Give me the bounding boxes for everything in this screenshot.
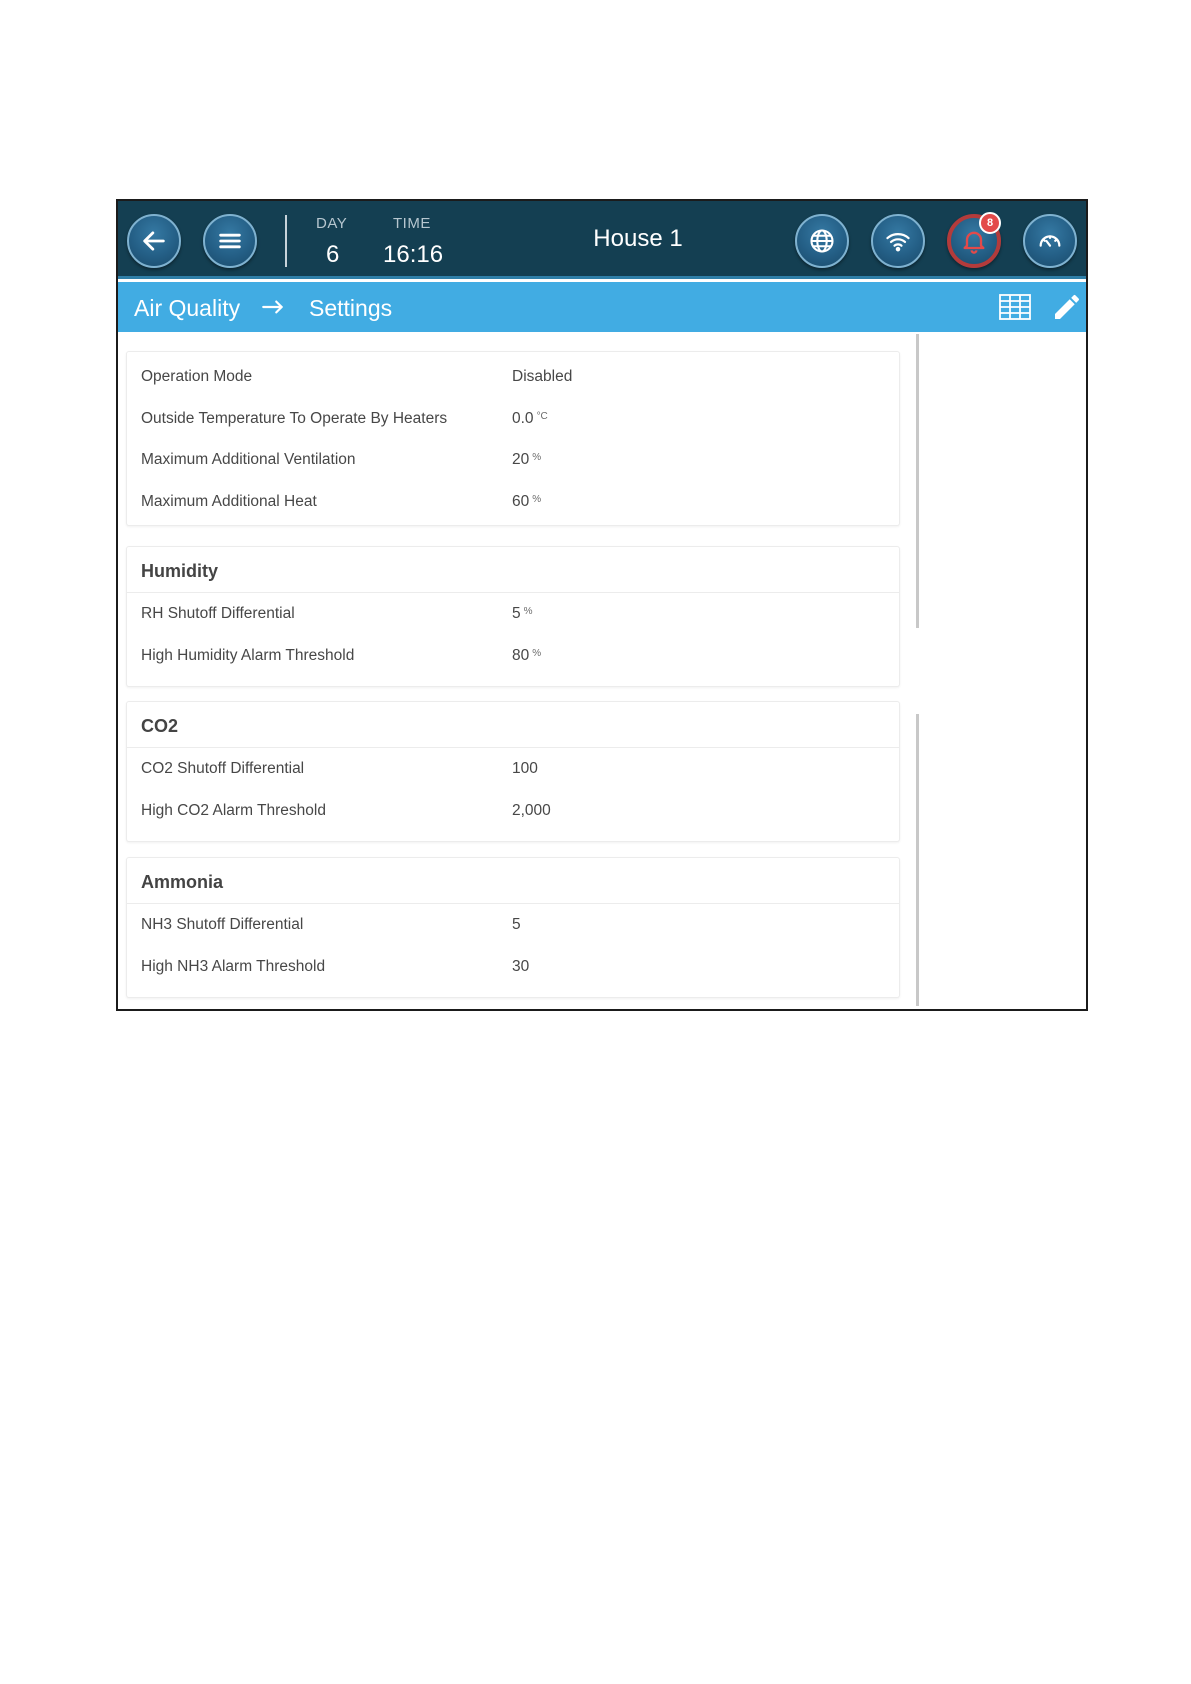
setting-label: Outside Temperature To Operate By Heaters [141,409,448,427]
breadcrumb-air-quality[interactable]: Air Quality [134,295,241,321]
setting-row-high-nh3-alarm[interactable] [127,946,899,988]
back-button[interactable] [127,214,181,268]
globe-icon [808,227,836,255]
breadcrumb [118,282,1086,332]
header-divider [285,215,287,267]
menu-button[interactable] [203,214,257,268]
wifi-button[interactable] [871,214,925,268]
section-title-co2: CO2 [127,702,899,748]
day-label: DAY [316,215,348,232]
alarm-count-badge: 8 [979,212,1001,234]
general-settings-card [126,351,900,526]
setting-label: NH3 Shutoff Differential [141,916,304,933]
setting-value: 2,000 [512,801,551,819]
setting-value: 30 [512,957,530,975]
setting-label: RH Shutoff Differential [141,605,295,622]
setting-label: High NH3 Alarm Threshold [141,957,326,975]
setting-value: 20 % [512,451,542,468]
setting-row-nh3-shutoff[interactable] [127,904,899,946]
setting-label: High CO2 Alarm Threshold [141,801,326,819]
top-header [118,201,1086,279]
edit-pencil-icon [1051,291,1083,323]
setting-value: 100 [512,760,538,777]
table-view-button[interactable] [998,292,1032,322]
back-arrow-icon [140,227,168,255]
setting-label: Maximum Additional Heat [141,492,317,510]
ammonia-card [126,857,900,998]
setting-value: Disabled [512,368,573,385]
wifi-icon [884,227,912,255]
setting-unit: °C [536,410,548,422]
setting-label: Operation Mode [141,368,253,385]
setting-unit: % [532,452,542,463]
time-value: 16:16 [383,241,444,268]
breadcrumb-arrow-icon [260,294,286,326]
setting-label: High Humidity Alarm Threshold [141,646,355,664]
time-label: TIME [393,215,431,232]
settings-content [118,332,1086,1011]
day-value: 6 [326,241,340,268]
co2-card [126,701,900,842]
setting-unit: % [523,606,533,617]
humidity-card [126,546,900,687]
scrollbar-upper[interactable] [916,334,919,628]
setting-row-high-humidity-alarm[interactable] [127,635,899,677]
scrollbar-lower[interactable] [916,714,919,1006]
controller-screen [116,199,1088,1011]
gauge-icon [1036,227,1064,255]
setting-unit: % [532,493,542,505]
section-title-humidity: Humidity [127,547,899,593]
setting-row-outside-temperature[interactable] [127,398,899,440]
setting-value: 0.0 $^{^\circ C}$ [512,409,548,427]
setting-row-operation-mode[interactable] [127,356,899,398]
setting-label: Maximum Additional Ventilation [141,451,356,468]
setting-value: 80 % [512,646,542,664]
setting-label: CO2 Shutoff Differential [141,760,305,777]
setting-value: 5 % [512,605,533,622]
setting-row-co2-shutoff[interactable] [127,748,899,790]
breadcrumb-settings: Settings [309,295,393,321]
section-title-ammonia: Ammonia [127,858,899,904]
setting-unit: % [532,647,542,659]
menu-icon [216,227,244,255]
house-title: House 1 [593,225,683,252]
alarm-button[interactable] [947,214,1001,268]
edit-button[interactable] [1050,292,1084,322]
setting-row-max-additional-ventilation[interactable] [127,439,899,481]
setting-value: 60 % [512,492,542,510]
setting-row-rh-shutoff[interactable] [127,593,899,635]
setting-value: 5 [512,916,521,933]
globe-button[interactable] [795,214,849,268]
gauge-button[interactable] [1023,214,1077,268]
setting-row-max-additional-heat[interactable] [127,481,899,523]
table-view-icon [999,294,1031,320]
setting-row-high-co2-alarm[interactable] [127,790,899,832]
